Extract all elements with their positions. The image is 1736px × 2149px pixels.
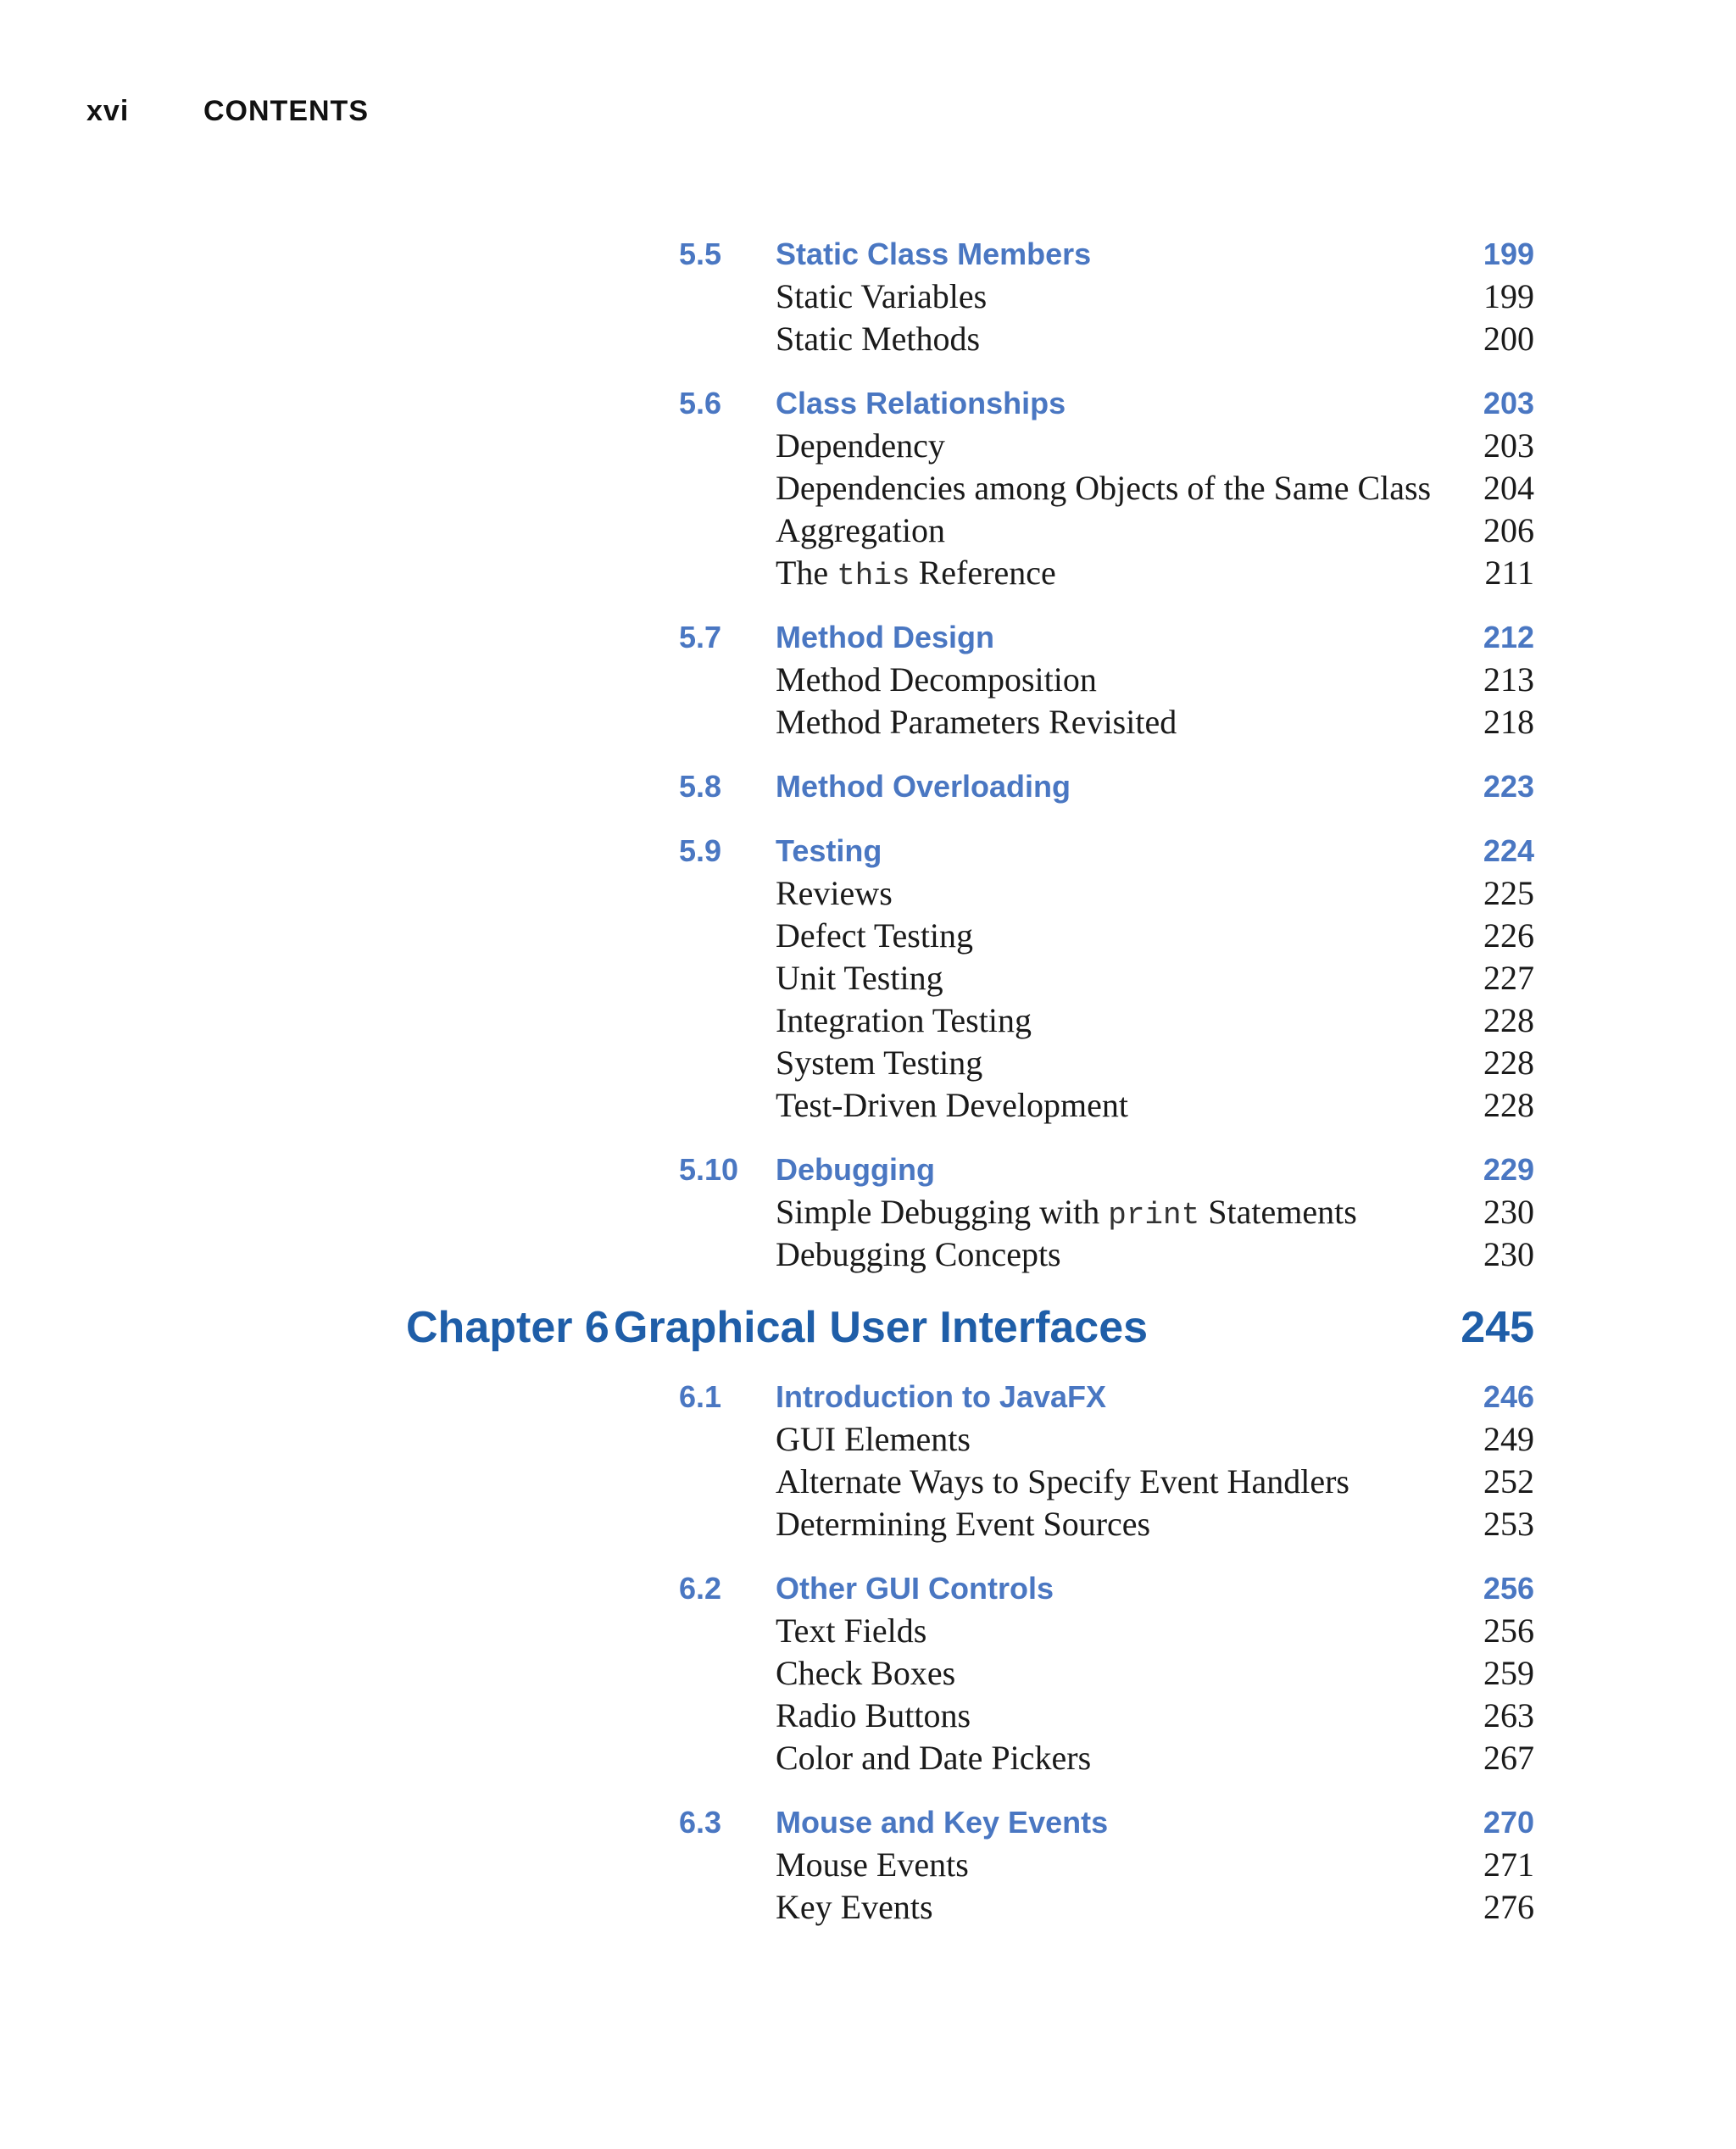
toc-section-5-6 xyxy=(0,382,1736,594)
entry-title xyxy=(776,1191,1357,1237)
entry-title: Method Parameters Revisited xyxy=(776,703,1177,741)
section-page: 229 xyxy=(1483,1152,1534,1187)
entry-page: 253 xyxy=(1483,1505,1534,1543)
entry-page: 276 xyxy=(1483,1888,1534,1926)
section-number: 6.1 xyxy=(679,1379,722,1414)
toc-section-heading[interactable] xyxy=(0,1801,1736,1844)
entry-title: Mouse Events xyxy=(776,1846,969,1884)
toc-entry[interactable] xyxy=(0,1084,1736,1127)
entry-page: 228 xyxy=(1483,1086,1534,1124)
toc-section-5-8 xyxy=(0,766,1736,808)
toc-entry[interactable] xyxy=(0,1461,1736,1503)
toc-entry[interactable] xyxy=(0,1737,1736,1779)
entry-title: Defect Testing xyxy=(776,916,974,955)
toc-section-heading[interactable] xyxy=(0,830,1736,872)
entry-title: Determining Event Sources xyxy=(776,1505,1151,1543)
section-page: 224 xyxy=(1483,833,1534,868)
toc-entry[interactable] xyxy=(0,1652,1736,1695)
section-title: Mouse and Key Events xyxy=(776,1805,1109,1840)
entry-page: 230 xyxy=(1483,1235,1534,1273)
toc-entry[interactable] xyxy=(0,1610,1736,1652)
section-number: 5.5 xyxy=(679,237,722,271)
section-title: Method Overloading xyxy=(776,769,1071,804)
page-folio: xvi xyxy=(86,95,130,127)
entry-title: Unit Testing xyxy=(776,959,943,997)
toc-entry[interactable] xyxy=(0,872,1736,915)
toc-entry[interactable] xyxy=(0,467,1736,509)
section-number: 6.2 xyxy=(679,1571,722,1606)
entry-title: System Testing xyxy=(776,1044,983,1082)
entry-page: 225 xyxy=(1483,874,1534,912)
entry-page: 226 xyxy=(1483,916,1534,955)
entry-page: 259 xyxy=(1483,1654,1534,1692)
entry-page: 203 xyxy=(1483,426,1534,465)
toc-entry[interactable] xyxy=(0,659,1736,701)
entry-page: 249 xyxy=(1483,1420,1534,1458)
toc-entry[interactable] xyxy=(0,1886,1736,1929)
section-title: Static Class Members xyxy=(776,237,1092,271)
toc-entry[interactable] xyxy=(0,1233,1736,1276)
entry-title: Text Fields xyxy=(776,1612,927,1650)
entry-page: 218 xyxy=(1483,703,1534,741)
entry-page: 252 xyxy=(1483,1462,1534,1500)
entry-title: Test-Driven Development xyxy=(776,1086,1128,1124)
entry-title: Method Decomposition xyxy=(776,660,1097,699)
entry-title: Key Events xyxy=(776,1888,933,1926)
entry-page: 213 xyxy=(1483,660,1534,699)
running-head xyxy=(86,95,369,128)
toc-section-heading[interactable] xyxy=(0,1376,1736,1418)
toc-section-heading[interactable] xyxy=(0,1149,1736,1191)
entry-title: Dependency xyxy=(776,426,945,465)
section-title: Method Design xyxy=(776,620,994,654)
toc-entry[interactable] xyxy=(0,276,1736,318)
entry-page: 228 xyxy=(1483,1001,1534,1039)
entry-page: 256 xyxy=(1483,1612,1534,1650)
entry-title: GUI Elements xyxy=(776,1420,971,1458)
toc-entry[interactable] xyxy=(0,318,1736,360)
entry-page: 211 xyxy=(1484,554,1534,592)
section-number: 5.6 xyxy=(679,386,722,420)
toc-entry[interactable] xyxy=(0,552,1736,594)
section-number: 5.10 xyxy=(679,1152,739,1187)
code-keyword: this xyxy=(837,559,910,593)
entry-page: 204 xyxy=(1483,469,1534,507)
section-title: Debugging xyxy=(776,1152,935,1187)
toc-entry[interactable] xyxy=(0,1844,1736,1886)
toc-entry[interactable] xyxy=(0,1695,1736,1737)
section-page: 223 xyxy=(1483,769,1534,804)
entry-page: 271 xyxy=(1483,1846,1534,1884)
entry-title-suffix: Statements xyxy=(1199,1193,1357,1231)
entry-page: 206 xyxy=(1483,511,1534,549)
code-keyword: print xyxy=(1108,1198,1200,1233)
toc-entry[interactable] xyxy=(0,509,1736,552)
entry-title: Radio Buttons xyxy=(776,1696,971,1734)
section-title: Testing xyxy=(776,833,882,868)
entry-page: 267 xyxy=(1483,1739,1534,1777)
section-page: 203 xyxy=(1483,386,1534,420)
section-title: Introduction to JavaFX xyxy=(776,1379,1107,1414)
toc-section-heading[interactable] xyxy=(0,382,1736,425)
toc-section-heading[interactable] xyxy=(0,616,1736,659)
toc-entry[interactable] xyxy=(0,1042,1736,1084)
toc-entry[interactable] xyxy=(0,1503,1736,1545)
section-page: 246 xyxy=(1483,1379,1534,1414)
toc-chapter-heading[interactable] xyxy=(0,1298,1736,1357)
section-title: Class Relationships xyxy=(776,386,1066,420)
entry-title: Check Boxes xyxy=(776,1654,956,1692)
entry-page: 230 xyxy=(1483,1193,1534,1231)
chapter-page: 245 xyxy=(1461,1303,1534,1352)
entry-title: Alternate Ways to Specify Event Handlers xyxy=(776,1462,1349,1500)
entry-title: Integration Testing xyxy=(776,1001,1032,1039)
entry-title: Color and Date Pickers xyxy=(776,1739,1092,1777)
toc-section-6-1 xyxy=(0,1376,1736,1545)
toc-section-5-7 xyxy=(0,616,1736,743)
toc-entry[interactable] xyxy=(0,957,1736,999)
entry-title-prefix: The xyxy=(776,554,837,592)
entry-page: 227 xyxy=(1483,959,1534,997)
entry-title-suffix: Reference xyxy=(910,554,1056,592)
toc-entry[interactable] xyxy=(0,999,1736,1042)
entry-page: 200 xyxy=(1483,320,1534,358)
toc-section-heading[interactable] xyxy=(0,233,1736,276)
entry-title: Dependencies among Objects of the Same Class xyxy=(776,469,1432,507)
entry-page: 199 xyxy=(1483,277,1534,315)
section-page: 199 xyxy=(1483,237,1534,271)
chapter-label: Chapter 6 xyxy=(406,1303,609,1352)
entry-title: Static Variables xyxy=(776,277,988,315)
toc-entry[interactable] xyxy=(0,425,1736,467)
entry-page: 228 xyxy=(1483,1044,1534,1082)
entry-title-prefix: Simple Debugging with xyxy=(776,1193,1109,1231)
chapter-title: Graphical User Interfaces xyxy=(614,1303,1149,1352)
section-number: 5.9 xyxy=(679,833,722,868)
section-page: 212 xyxy=(1483,620,1534,654)
toc-section-5-10 xyxy=(0,1149,1736,1276)
section-number: 5.7 xyxy=(679,620,722,654)
entry-title: Static Methods xyxy=(776,320,981,358)
toc-entry[interactable] xyxy=(0,701,1736,743)
toc-section-6-2 xyxy=(0,1567,1736,1779)
toc-section-5-9 xyxy=(0,830,1736,1127)
section-page: 256 xyxy=(1483,1571,1534,1606)
entry-title: Debugging Concepts xyxy=(776,1235,1061,1273)
toc-section-heading[interactable] xyxy=(0,766,1736,808)
toc-entry[interactable] xyxy=(0,1418,1736,1461)
section-number: 5.8 xyxy=(679,769,722,804)
toc-section-6-3 xyxy=(0,1801,1736,1929)
toc-entry[interactable] xyxy=(0,1191,1736,1233)
section-number: 6.3 xyxy=(679,1805,722,1840)
entry-title xyxy=(776,552,1056,598)
toc-section-heading[interactable] xyxy=(0,1567,1736,1610)
section-title: Other GUI Controls xyxy=(776,1571,1054,1606)
table-of-contents xyxy=(0,233,1736,1951)
section-page: 270 xyxy=(1483,1805,1534,1840)
entry-title: Reviews xyxy=(776,874,893,912)
entry-page: 263 xyxy=(1483,1696,1534,1734)
toc-section-5-5 xyxy=(0,233,1736,360)
entry-title: Aggregation xyxy=(776,511,945,549)
toc-entry[interactable] xyxy=(0,915,1736,957)
running-head-title: CONTENTS xyxy=(203,95,369,127)
